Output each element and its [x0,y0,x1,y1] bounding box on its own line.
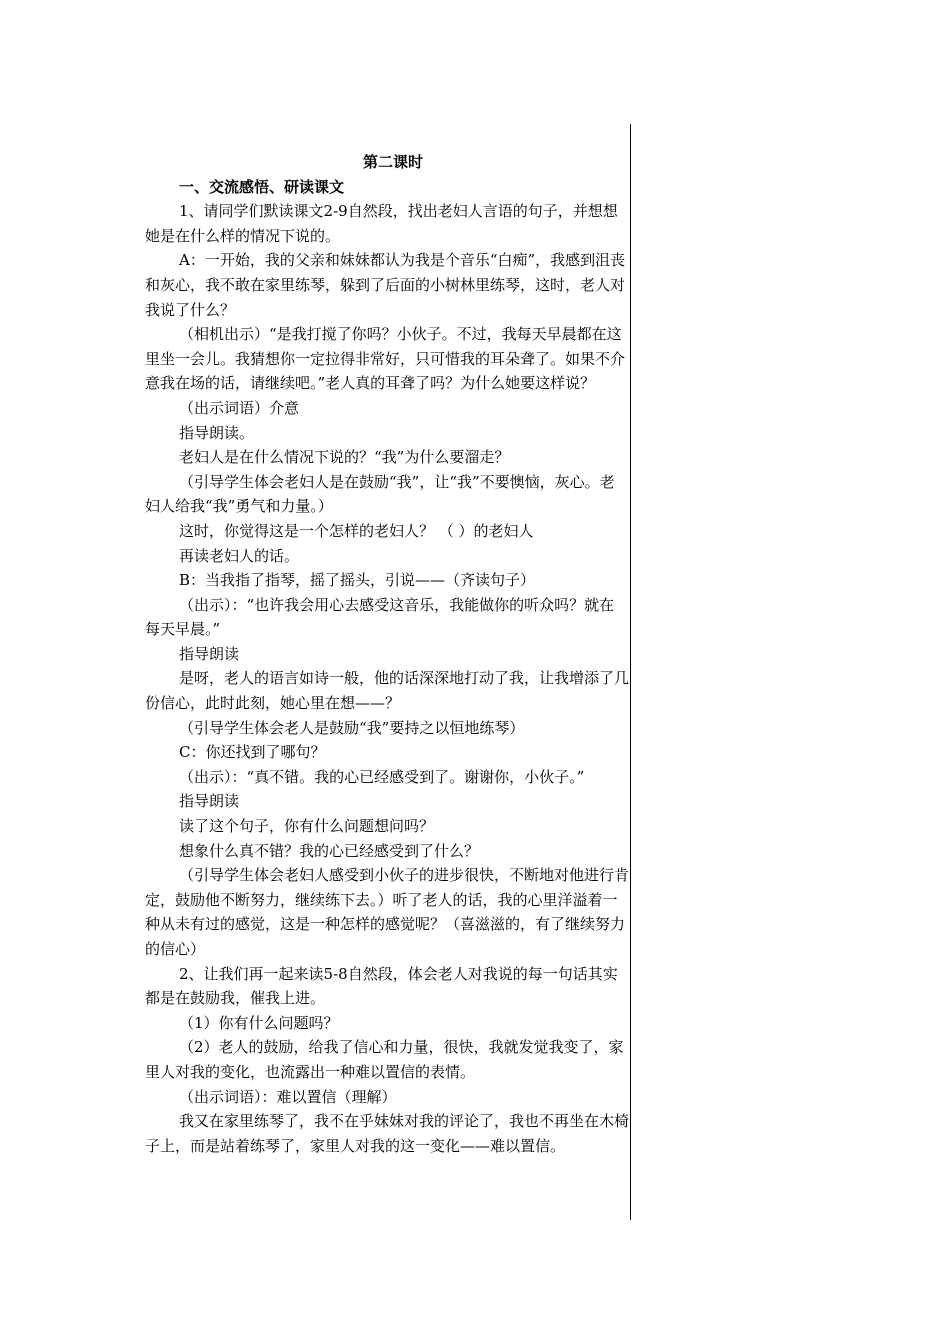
paragraph: （引导学生体会老妇人是在鼓励“我”，让“我”不要懊恼，灰心。老妇人给我“我”勇气和力量。） [145,472,615,516]
paragraph: 再读老妇人的话。 [179,546,300,565]
paragraph: （引导学生体会老妇人感受到小伙子的进步很快，不断地对他进行肯定，鼓励他不断努力，继续练下去。）听了老人的话，我的心里洋溢着一种从未有过的感觉，这是一种怎样的感觉呢？（喜滋滋的，有了继续努力的信心） [145,866,630,958]
paragraph: 指导朗读 [179,644,240,663]
paragraph: 指导朗读。 [179,423,255,442]
paragraph: （相机出示）“是我打搅了你吗？小伙子。不过，我每天早晨都在这里坐一会儿。我猜想你一定拉得非常好，只可惜我的耳朵聋了。如果不介意我在场的话，请继续吧。”老人真的耳聋了吗？为什么她要这样说？ [145,325,626,393]
paragraph: 1、请同学们默读课文2-9自然段，找出老妇人言语的句子，并想想她是在什么样的情况下说的。 [145,202,618,245]
lesson-title: 第二课时 [362,153,423,171]
paragraph: （出示词语）：难以置信（理解） [179,1087,397,1106]
section-heading: 一、交流感悟、研读课文 [179,177,345,196]
document-body [145,150,629,1158]
paragraph: 我又在家里练琴了，我不在乎妹妹对我的评论了，我也不再坐在木椅子上，而是站着练琴了，家里人对我的这一变化——难以置信。 [145,1112,630,1155]
paragraph: C：你还找到了哪句？ [179,743,326,762]
paragraph: （2）老人的鼓励，给我了信心和力量，很快，我就发觉我变了，家里人对我的变化，也流露出一种难以置信的表情。 [145,1038,624,1081]
paragraph: 老妇人是在什么情况下说的？“我”为什么要溜走？ [179,448,510,467]
paragraph: （1）你有什么问题吗？ [179,1013,339,1032]
paragraph: A：一开始，我的父亲和妹妹都认为我是个音乐“白痴”，我感到沮丧和灰心，我不敢在家里练琴，躲到了后面的小树林里练琴，这时，老人对我说了什么？ [145,251,626,319]
paragraph: 读了这个句子，你有什么问题想问吗？ [179,817,435,836]
paragraph: 想象什么真不错？我的心已经感受到了什么？ [179,841,480,860]
paragraph: 是呀，老人的语言如诗一般，他的话深深地打动了我，让我增添了几份信心，此时此刻，她心里在想——？ [145,669,630,713]
paragraph: （出示词语）介意 [179,398,300,417]
paragraph: 这时，你觉得这是一个怎样的老妇人？ （ ）的老妇人 [179,521,534,540]
paragraph: 指导朗读 [179,792,240,811]
paragraph: （引导学生体会老人是鼓励“我”要持之以恒地练琴） [179,718,525,737]
paragraph: B：当我指了指琴，摇了摇头，引说——（齐读句子） [179,571,536,590]
paragraph: （出示）：“真不错。我的心已经感受到了。谢谢你，小伙子。” [179,767,585,786]
paragraph: （出示）：“也许我会用心去感受这音乐，我能做你的听众吗？就在每天早晨。” [145,595,615,639]
paragraph: 2、让我们再一起来读5-8自然段，体会老人对我说的每一句话其实都是在鼓励我，催我上进。 [145,964,618,1008]
column-divider-line [630,124,631,1220]
